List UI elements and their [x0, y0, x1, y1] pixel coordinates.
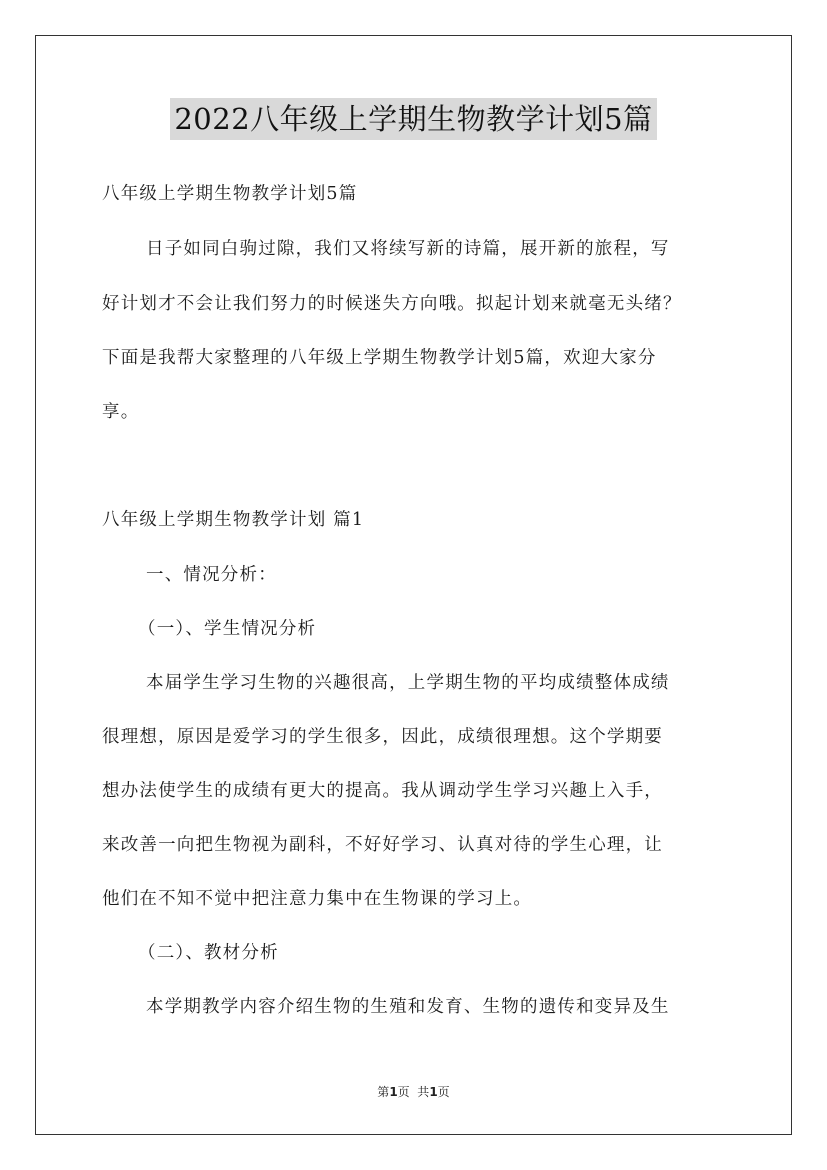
paragraph-line: 来改善一向把生物视为副科，不好好学习、认真对待的学生心理，让: [102, 835, 663, 855]
intro-line: 享。: [102, 402, 140, 422]
document-title: 2022八年级上学期生物教学计划5篇: [170, 98, 656, 140]
page-footer: [0, 1083, 827, 1100]
title-container: [0, 98, 827, 140]
paragraph-line: 本届学生学习生物的兴趣很高，上学期生物的平均成绩整体成绩: [146, 673, 670, 693]
paragraph-line: 想办法使学生的成绩有更大的提高。我从调动学生学习兴趣上入手，: [102, 781, 663, 801]
sub-one-heading: （一）、学生情况分析: [138, 619, 317, 639]
section-heading: 八年级上学期生物教学计划 篇1: [102, 510, 365, 530]
paragraph-line: 他们在不知不觉中把注意力集中在生物课的学习上。: [102, 889, 533, 909]
intro-line: 日子如同白驹过隙，我们又将续写新的诗篇，展开新的旅程，写: [146, 239, 670, 259]
document-subtitle: 八年级上学期生物教学计划5篇: [102, 184, 358, 204]
paragraph-line: 很理想，原因是爱学习的学生很多，因此，成绩很理想。这个学期要: [102, 727, 663, 747]
page-label-mid: 页 共: [397, 1085, 430, 1099]
page-number: 1: [389, 1085, 398, 1099]
page-total: 1: [429, 1085, 438, 1099]
sub-two-heading: （二）、教材分析: [138, 943, 279, 963]
paragraph-line: 本学期教学内容介绍生物的生殖和发育、生物的遗传和变异及生: [146, 997, 670, 1017]
part-one-heading: 一、情况分析：: [146, 565, 277, 585]
intro-line: 好计划才不会让我们努力的时候迷失方向哦。拟起计划来就毫无头绪？: [102, 294, 682, 314]
page-label-suffix: 页: [437, 1085, 450, 1099]
intro-line: 下面是我帮大家整理的八年级上学期生物教学计划5篇，欢迎大家分: [102, 348, 657, 368]
page-label-prefix: 第: [377, 1085, 390, 1099]
